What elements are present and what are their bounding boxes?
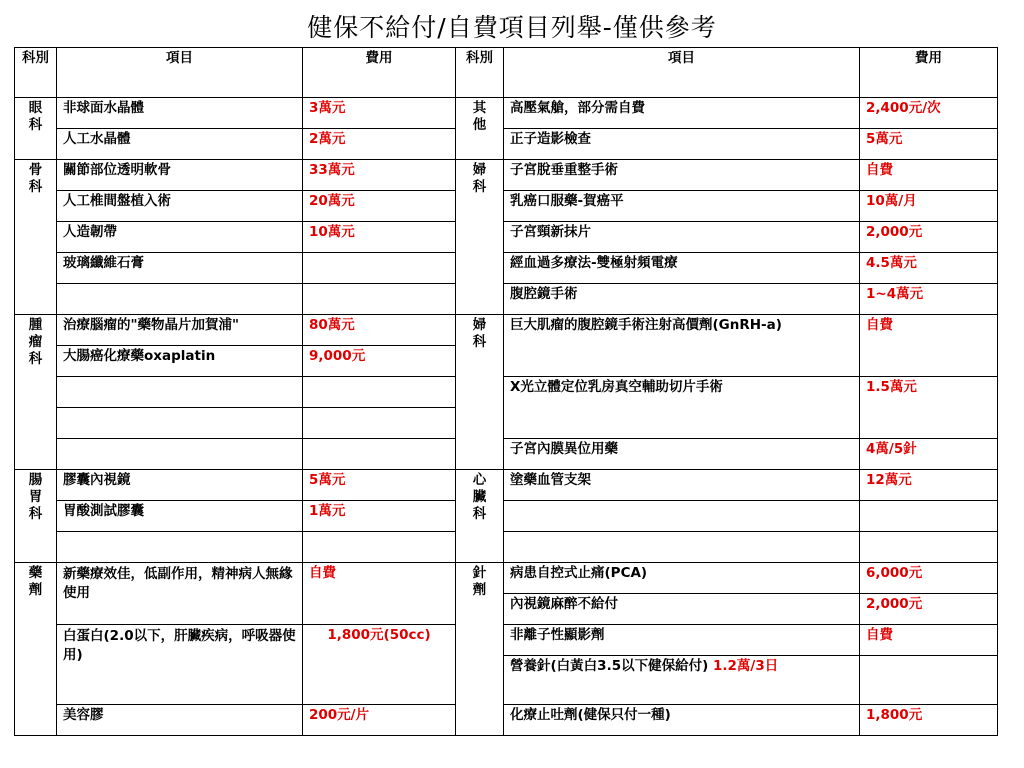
- dept-ortho: 骨 科: [15, 160, 57, 315]
- header-fee-left: 費用: [303, 48, 456, 98]
- fee-cell: 1.5萬元: [860, 377, 998, 439]
- empty-cell: [860, 501, 998, 532]
- empty-cell: [57, 284, 303, 315]
- header-item-right: 項目: [504, 48, 860, 98]
- dept-inject: 針 劑: [456, 563, 504, 736]
- item-cell: 胃酸測試膠囊: [57, 501, 303, 532]
- dept-gyn-2: 婦 科: [456, 315, 504, 470]
- table-row: [15, 501, 998, 532]
- dept-onco: 腫 瘤 科: [15, 315, 57, 470]
- item-cell: 高壓氣艙，部分需自費: [504, 98, 860, 129]
- item-cell: 經血過多療法-雙極射頻電療: [504, 253, 860, 284]
- item-cell: 非球面水晶體: [57, 98, 303, 129]
- fee-cell: 200元/片: [303, 705, 456, 736]
- empty-cell: [860, 532, 998, 563]
- fee-cell: 5萬元: [303, 470, 456, 501]
- table-row: [15, 253, 998, 284]
- item-cell: 人工椎間盤植入術: [57, 191, 303, 222]
- fee-cell: 20萬元: [303, 191, 456, 222]
- fee-cell: 80萬元: [303, 315, 456, 346]
- empty-cell: [504, 532, 860, 563]
- fee-cell: 2,000元: [860, 222, 998, 253]
- fee-cell: 自費: [860, 315, 998, 377]
- dept-gi: 腸 胃 科: [15, 470, 57, 563]
- dept-gyn-1: 婦 科: [456, 160, 504, 315]
- fee-cell: 自費: [303, 563, 456, 625]
- empty-cell: [303, 532, 456, 563]
- fee-cell: 2,000元: [860, 594, 998, 625]
- fee-cell: 10萬/月: [860, 191, 998, 222]
- table-row: [15, 284, 998, 315]
- empty-cell: [303, 284, 456, 315]
- item-cell: 子宮脫垂重整手術: [504, 160, 860, 191]
- item-cell: 非離子性顯影劑: [504, 625, 860, 656]
- fee-cell: 1,800元: [860, 705, 998, 736]
- item-cell: 內視鏡麻醉不給付: [504, 594, 860, 625]
- table-row: [15, 222, 998, 253]
- item-cell: 化療止吐劑(健保只付一種): [504, 705, 860, 736]
- fee-cell: 3萬元: [303, 98, 456, 129]
- fee-cell: [303, 253, 456, 284]
- item-cell: 病患自控式止痛(PCA): [504, 563, 860, 594]
- item-cell: 正子造影檢查: [504, 129, 860, 160]
- item-cell: [504, 656, 860, 705]
- table-row: [15, 705, 998, 736]
- fee-cell: 2,400元/次: [860, 98, 998, 129]
- table-row: [15, 439, 998, 470]
- dept-eye: 眼 科: [15, 98, 57, 160]
- item-cell: 關節部位透明軟骨: [57, 160, 303, 191]
- item-cell: 巨大肌瘤的腹腔鏡手術注射高價劑(GnRH-a): [504, 315, 860, 377]
- fee-cell: 10萬元: [303, 222, 456, 253]
- table-row: [15, 532, 998, 563]
- fee-cell: 33萬元: [303, 160, 456, 191]
- header-item-left: 項目: [57, 48, 303, 98]
- dept-drug: 藥 劑: [15, 563, 57, 736]
- header-fee-right: 費用: [860, 48, 998, 98]
- item-cell: 人造韌帶: [57, 222, 303, 253]
- empty-cell: [57, 408, 303, 439]
- item-cell: 塗藥血管支架: [504, 470, 860, 501]
- item-cell: 玻璃纖維石膏: [57, 253, 303, 284]
- empty-cell: [57, 377, 303, 408]
- table-row: [15, 563, 998, 594]
- item-cell: 人工水晶體: [57, 129, 303, 160]
- header-dept-right: 科別: [456, 48, 504, 98]
- item-cell: 膠囊內視鏡: [57, 470, 303, 501]
- empty-cell: [303, 408, 456, 439]
- table-row: [15, 160, 998, 191]
- empty-cell: [303, 377, 456, 408]
- fee-table: [14, 47, 998, 736]
- page-title: 健保不給付/自費項目列舉-僅供參考: [307, 13, 717, 42]
- fee-cell: 自費: [860, 625, 998, 656]
- fee-cell: 5萬元: [860, 129, 998, 160]
- table-row: [15, 470, 998, 501]
- table-row: [15, 129, 998, 160]
- empty-cell: [504, 501, 860, 532]
- header-row: [15, 48, 998, 98]
- table-row: [15, 377, 998, 408]
- fee-cell: 6,000元: [860, 563, 998, 594]
- table-row: [15, 98, 998, 129]
- item-cell: 腹腔鏡手術: [504, 284, 860, 315]
- item-cell: 美容膠: [57, 705, 303, 736]
- item-cell: 新藥療效佳，低副作用，精神病人無緣使用: [57, 563, 303, 625]
- fee-cell: 1萬元: [303, 501, 456, 532]
- item-cell: 乳癌口服藥-賀癌平: [504, 191, 860, 222]
- item-text: 營養針(白黃白3.5以下健保給付): [510, 658, 713, 674]
- item-cell: 治療腦瘤的"藥物晶片加賀浦": [57, 315, 303, 346]
- fee-cell: 2萬元: [303, 129, 456, 160]
- fee-cell: [860, 656, 998, 705]
- fee-cell: 1,800元(50cc): [303, 625, 456, 705]
- inline-fee: 1.2萬/3日: [712, 658, 779, 674]
- fee-cell: 1~4萬元: [860, 284, 998, 315]
- dept-other: 其 他: [456, 98, 504, 160]
- item-cell: X光立體定位乳房真空輔助切片手術: [504, 377, 860, 439]
- empty-cell: [57, 439, 303, 470]
- fee-cell: 12萬元: [860, 470, 998, 501]
- item-cell: 子宮頸新抹片: [504, 222, 860, 253]
- empty-cell: [57, 532, 303, 563]
- fee-cell: 4萬/5針: [860, 439, 998, 470]
- fee-cell: 自費: [860, 160, 998, 191]
- table-row: [15, 625, 998, 656]
- empty-cell: [303, 439, 456, 470]
- dept-cardio: 心 臟 科: [456, 470, 504, 563]
- fee-cell: 9,000元: [303, 346, 456, 377]
- fee-cell: 4.5萬元: [860, 253, 998, 284]
- table-row: [15, 315, 998, 346]
- item-cell: 子宮內膜異位用藥: [504, 439, 860, 470]
- header-dept-left: 科別: [15, 48, 57, 98]
- table-row: [15, 191, 998, 222]
- item-cell: 大腸癌化療藥oxaplatin: [57, 346, 303, 377]
- item-cell: 白蛋白(2.0以下，肝臟疾病，呼吸器使用): [57, 625, 303, 705]
